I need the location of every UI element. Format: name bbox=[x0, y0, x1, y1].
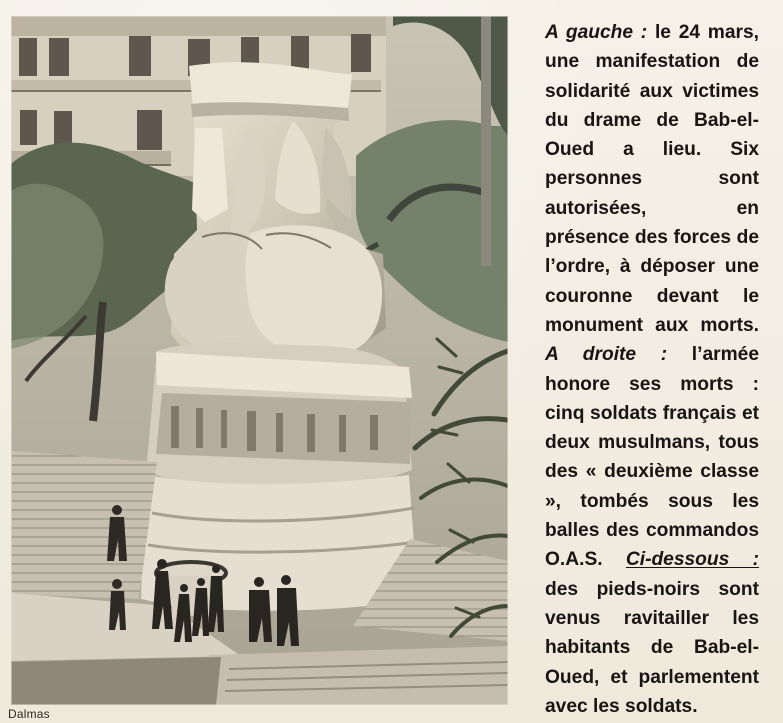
caption-text bbox=[545, 18, 759, 721]
photo-illustration bbox=[11, 16, 508, 705]
monument-photo bbox=[11, 16, 508, 705]
caption-left-text: le 24 mars, une manifestation de solidarité aux victimes du drame de Bab-el-Oued a lieu. Six personnes sont autorisées, en présence des forces de l’ordre, à déposer une couronne devant le monument aux morts. bbox=[545, 22, 759, 336]
caption-below-label: Ci-dessous : bbox=[625, 549, 759, 571]
caption-right-text: l’armée honore ses morts : cinq soldats français et deux musulmans, tous des « deuxième classe », tombés sous les balles des commandos O.A.S. bbox=[545, 344, 759, 571]
caption-below-text: des pieds-noirs sont venus ravitailler les habitants de Bab-el-Oued, et parlementent avec les soldats. bbox=[545, 578, 759, 717]
photo-credit: Dalmas bbox=[8, 707, 50, 721]
caption-right-label: A droite : bbox=[545, 344, 668, 366]
caption-left-label: A gauche : bbox=[545, 22, 648, 43]
